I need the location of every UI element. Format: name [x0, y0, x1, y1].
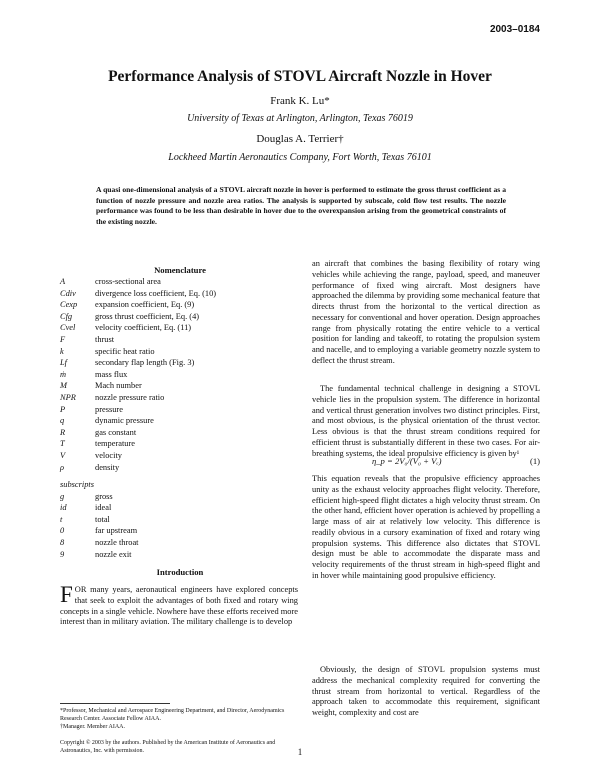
symbol-description: mass flux: [95, 369, 128, 379]
nomenclature-row: [60, 525, 300, 537]
symbol: NPR: [60, 392, 76, 402]
equation-formula: η_p = 2V₀/(V₀ + Vₑ): [372, 456, 442, 466]
nomenclature-row: [60, 415, 300, 427]
nomenclature-row: [60, 404, 300, 416]
nomenclature-row: [60, 462, 300, 474]
introduction-heading: Introduction: [156, 567, 204, 577]
symbol: 9: [60, 549, 65, 559]
nomenclature-row: [60, 334, 300, 346]
nomenclature-row: [60, 537, 300, 549]
symbol: Lf: [60, 358, 67, 368]
symbol-description: expansion coefficient, Eq. (9): [95, 300, 195, 310]
symbol: g: [60, 491, 65, 501]
nomenclature-row: [60, 514, 300, 526]
symbol-description: thrust: [95, 334, 115, 344]
symbol-description: ideal: [95, 503, 112, 513]
nomenclature-row: [60, 491, 300, 503]
symbol-description: divergence loss coefficient, Eq. (10): [95, 288, 217, 298]
symbol: A: [60, 277, 66, 286]
symbol: Cfg: [60, 311, 73, 321]
symbol: k: [60, 346, 64, 356]
symbol: M: [60, 381, 67, 391]
symbol-description: secondary flap length (Fig. 3): [95, 358, 195, 368]
symbol-description: gross: [95, 491, 113, 501]
symbol: 8: [60, 538, 65, 548]
subscripts-heading: subscripts: [60, 480, 94, 490]
drop-cap: F: [60, 582, 73, 607]
right-paragraph-1: an aircraft that combines the basing flexibility of rotary wing vehicles while achieving the range, payload, speed, and maneuver performance of fixed wing aircraft. Most designers have approached the dilemma by providing some mechanical feature that directs thrust from the horizontal to the vertical direction as necessary for conventional and hover operation. Design approaches range from physically rotating the entire vehicle to a vertical position for landing and takeoff, to rotating the propulsion system and nacelle, and to employing a variable geometry nozzle system to deflect the thrust stream.: [312, 259, 540, 365]
nomenclature-row: [60, 299, 300, 311]
equation-number: (1): [529, 456, 540, 466]
footnote-rule: [60, 703, 170, 704]
nomenclature-row: [60, 502, 300, 514]
nomenclature-row: [60, 346, 300, 358]
nomenclature-row: [60, 276, 300, 288]
symbol: t: [60, 514, 63, 524]
nomenclature-row: [60, 288, 300, 300]
author-1-name: Frank K. Lu*: [270, 95, 330, 107]
symbol-description: dynamic pressure: [95, 416, 154, 426]
symbol-description: nozzle pressure ratio: [95, 392, 165, 402]
nomenclature-row: [60, 380, 300, 392]
equation-1: [312, 456, 540, 470]
symbol-description: velocity coefficient, Eq. (11): [95, 323, 192, 333]
nomenclature-row: [60, 357, 300, 369]
nomenclature-row: [60, 322, 300, 334]
paper-title: Performance Analysis of STOVL Aircraft Nozzle in Hover: [108, 68, 492, 85]
symbol-description: Mach number: [95, 381, 142, 391]
right-paragraph-3: This equation reveals that the propulsive efficiency approaches unity as the exhaust velocity approaches flight velocity. Therefore, efficient high-speed flight dictates a high velocity thrust stream. On the other hand, efficient hover operation is achieved by propelling a large mass of air at relatively low velocity. This difference is readily obvious in a cursory examination of fixed and rotary wing propulsion systems. This difference also dictates that STOVL design must be able to accommodate the disparate mass and velocity requirements of the thrust stream in high-speed flight and in hover while maintaining good propulsive efficiency.: [312, 474, 540, 580]
nomenclature-list: [60, 276, 300, 560]
symbol: R: [60, 427, 66, 437]
footnote-author-2: †Manager. Member AIAA.: [60, 724, 125, 730]
right-paragraph-2: The fundamental technical challenge in designing a STOVL vehicle lies in the propulsion system. The difference in horizontal and vertical thrust generation involves two distinct principles. First, and most obvious, is the physical orientation of the thrust vector. Less obvious is that the thrust stream conditions required for efficient thrust is substantially different in these two cases. For air-breathing systems, the ideal propulsive efficiency is given by¹: [312, 384, 540, 458]
author-1-affiliation: University of Texas at Arlington, Arlington, Texas 76019: [187, 113, 413, 124]
document-number: 2003–0184: [489, 24, 540, 35]
symbol-description: far upstream: [95, 526, 138, 536]
symbol-description: temperature: [95, 439, 135, 449]
symbol: Cdiv: [60, 288, 76, 298]
nomenclature-row: [60, 392, 300, 404]
symbol: 0: [60, 526, 65, 536]
symbol-description: pressure: [95, 404, 123, 414]
symbol: q: [60, 416, 65, 426]
symbol-description: gas constant: [95, 427, 137, 437]
author-2-affiliation: Lockheed Martin Aeronautics Company, Fort Worth, Texas 76101: [168, 152, 432, 163]
symbol-description: velocity: [95, 450, 122, 460]
symbol-description: nozzle exit: [95, 549, 132, 559]
introduction-paragraph: [60, 582, 298, 628]
nomenclature-row: [60, 311, 300, 323]
symbol-description: nozzle throat: [95, 538, 139, 548]
symbol: T: [60, 439, 65, 449]
nomenclature-subscripts: [60, 491, 300, 561]
footnote-author-1: *Professor, Mechanical and Aerospace Engineering Department, and Director, Aerodynamics Research Center. Associate Fellow AIAA.: [60, 708, 285, 722]
symbol-description: density: [95, 462, 120, 472]
symbol: Cvel: [60, 323, 76, 333]
symbol-description: total: [95, 514, 110, 524]
copyright-notice: Copyright © 2003 by the authors. Published by the American Institute of Aeronautics and Astronautics, Inc. with permission.: [60, 740, 276, 754]
nomenclature-row: [60, 450, 300, 462]
symbol-description: cross-sectional area: [95, 277, 161, 286]
right-paragraph-4: Obviously, the design of STOVL propulsion systems must address the mechanical complexity required for converting the thrust stream from horizontal to vertical. Regardless of the approach taken to accommodate this requirement, significant weight, complexity and cost are: [312, 665, 540, 717]
nomenclature-row: [60, 369, 300, 381]
nomenclature-row: [60, 549, 300, 561]
symbol: id: [60, 503, 67, 513]
symbol: Cexp: [60, 300, 78, 310]
nomenclature-row: [60, 427, 300, 439]
symbol: P: [60, 404, 66, 414]
author-2-name: Douglas A. Terrier†: [256, 133, 344, 145]
symbol-description: gross thrust coefficient, Eq. (4): [95, 311, 200, 321]
symbol: F: [60, 334, 66, 344]
nomenclature-heading: Nomenclature: [154, 265, 206, 275]
symbol-description: specific heat ratio: [95, 346, 155, 356]
intro-text: OR many years, aeronautical engineers have explored concepts that seek to exploit the advantages of both fixed and rotary wing concepts in a single vehicle. Nowhere have these efforts received more interest than in military aviation. The military challenge is to develop: [60, 585, 298, 627]
nomenclature-row: [60, 438, 300, 450]
symbol: V: [60, 450, 66, 460]
symbol: ṁ: [60, 369, 67, 379]
page-number: 1: [297, 747, 303, 757]
abstract: A quasi one-dimensional analysis of a STOVL aircraft nozzle in hover is performed to estimate the gross thrust coefficient as a function of nozzle pressure and nozzle area ratios. The analysis is supported by subscale, cold flow test results. The nozzle performance was found to be less than desirable in hover due to the overexpansion arising from the geometrical constraints of the existing nozzle.: [96, 185, 506, 226]
symbol: ρ: [60, 462, 65, 472]
nomenclature-symbols: [60, 276, 300, 473]
